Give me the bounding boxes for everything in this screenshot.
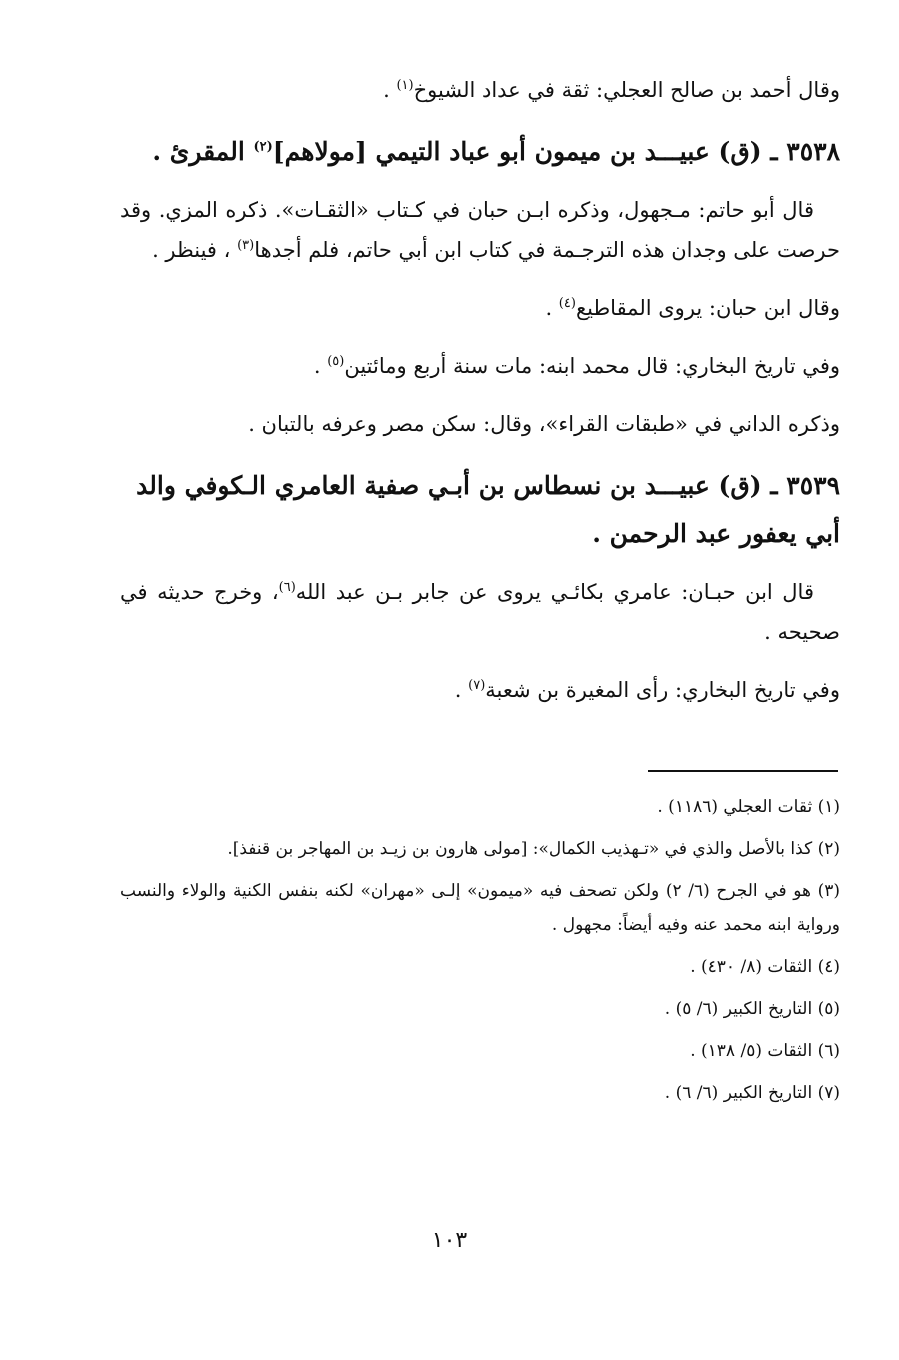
footnote-ref-6[interactable]: (٦) bbox=[278, 580, 296, 595]
paragraph-tail: ، فينظر . bbox=[152, 238, 238, 262]
paragraph-tail: ، وخرج حديثه في صحيحه . bbox=[120, 580, 840, 644]
paragraph-text: وفي تاريخ البخاري: رأى المغيرة بن شعبة bbox=[485, 678, 840, 702]
footnote-divider bbox=[648, 770, 838, 772]
paragraph-tail: . bbox=[545, 296, 559, 320]
entry-heading-tail: المقرئ . bbox=[152, 137, 254, 166]
paragraph-text: وقال أحمد بن صالح العجلي: ثقة في عداد الشيوخ bbox=[413, 78, 840, 102]
paragraph-text: قال ابن حبـان: عامري بكائـي يروى عن جابر بـن عبد الله bbox=[295, 580, 814, 604]
footnote-2: (٢) كذا بالأصل والذي في «تـهذيب الكمال»: [مولى هارون بن زيـد بن المهاجر بن قنفذ]. bbox=[227, 839, 840, 859]
main-text bbox=[120, 60, 840, 728]
paragraph-bukhari-history-2 bbox=[120, 670, 840, 710]
page-number: ١٠٣ bbox=[431, 1228, 468, 1253]
paragraph-abu-hatim bbox=[120, 190, 840, 270]
footnote-6: (٦) الثقات (٥/ ١٣٨) . bbox=[690, 1041, 840, 1061]
footnote-1: (١) ثقات العجلي (١١٨٦) . bbox=[657, 797, 840, 817]
paragraph-ibn-hibban bbox=[120, 288, 840, 328]
paragraph-text: وذكره الداني في «طبقات القراء»، وقال: سكن مصر وعرفه بالتبان . bbox=[248, 412, 840, 436]
footnote-4: (٤) الثقات (٨/ ٤٣٠) . bbox=[690, 957, 840, 977]
paragraph-ijli bbox=[120, 70, 840, 110]
paragraph-ibn-hibban-2 bbox=[120, 572, 840, 652]
paragraph-tail: . bbox=[383, 78, 397, 102]
entry-heading-3539 bbox=[120, 462, 840, 558]
footnote-ref-1[interactable]: (١) bbox=[396, 78, 414, 93]
footnote-3: (٣) هو في الجرح (٦/ ٢) ولكن تصحف فيه «ميمون» إلـى «مهران» لكنه بنفس الكنية والولاء والنسب ورواية ابنه محمد عنه وفيه أيضاً: مجهول . bbox=[120, 881, 840, 935]
footnote-ref-2[interactable]: (٢) bbox=[253, 139, 273, 155]
entry-heading-text: ٣٥٣٩ ـ (ق) عبيـــد بن نسطاس بن أبـي صفية العامري الـكوفي والد أبي يعفور عبد الرحمن . bbox=[136, 471, 840, 548]
footnote-7: (٧) التاريخ الكبير (٦/ ٦) . bbox=[664, 1083, 840, 1103]
footnote-ref-7[interactable]: (٧) bbox=[468, 678, 486, 693]
paragraph-bukhari-history bbox=[120, 346, 840, 386]
footnote-5: (٥) التاريخ الكبير (٦/ ٥) . bbox=[664, 999, 840, 1019]
paragraph-dani bbox=[120, 404, 840, 444]
paragraph-text: وفي تاريخ البخاري: قال محمد ابنه: مات سنة أربع ومائتين bbox=[344, 354, 840, 378]
footnote-ref-5[interactable]: (٥) bbox=[327, 354, 345, 369]
paragraph-text: قال أبو حاتم: مـجهول، وذكره ابـن حبان في كـتاب «الثقـات». ذكره المزي. وقد حرصت على وجدان هذه الترجـمة في كتاب ابن أبي حاتم، فلم أجدها bbox=[120, 198, 840, 262]
paragraph-text: وقال ابن حبان: يروى المقاطيع bbox=[575, 296, 840, 320]
footnotes-section bbox=[120, 790, 840, 1118]
paragraph-tail: . bbox=[454, 678, 469, 702]
footnote-ref-3[interactable]: (٣) bbox=[237, 238, 255, 253]
paragraph-tail: . bbox=[313, 354, 328, 378]
footnote-ref-4[interactable]: (٤) bbox=[558, 296, 576, 311]
entry-heading-3538 bbox=[120, 128, 840, 176]
entry-heading-text: ٣٥٣٨ ـ (ق) عبيـــد بن ميمون أبو عباد التيمي [مولاهم] bbox=[272, 137, 840, 166]
